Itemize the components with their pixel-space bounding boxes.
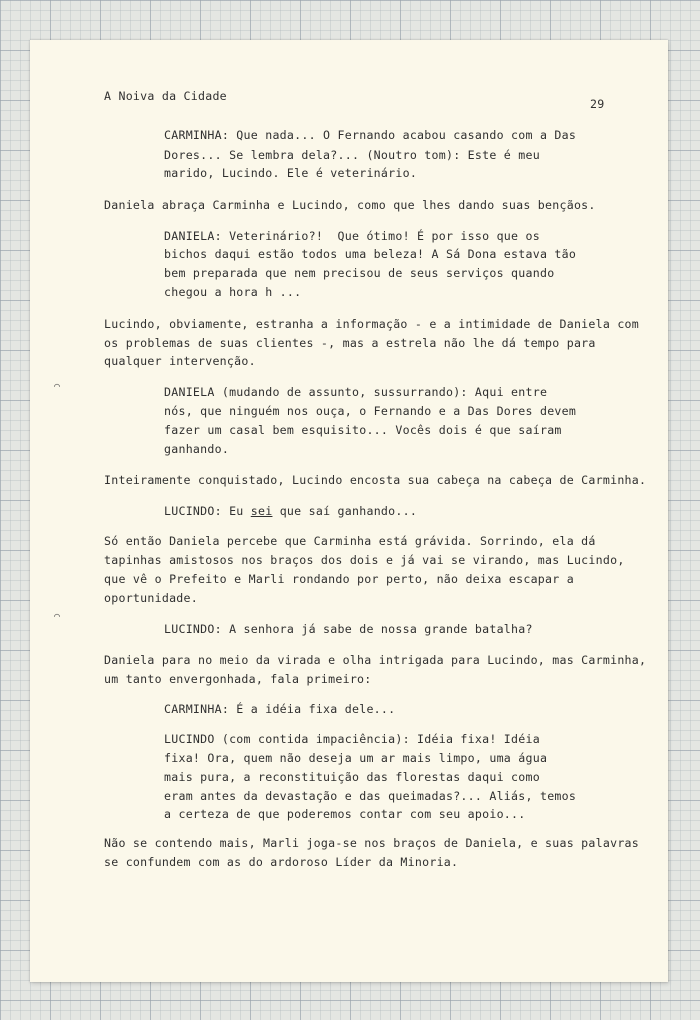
stage-direction-line: Lucindo, obviamente, estranha a informação - e a intimidade de Daniela com — [104, 317, 640, 331]
dialogue-line: Dores... Se lembra dela?... (Noutro tom): Este é meu — [164, 148, 540, 162]
stage-direction-line: que vê o Prefeito e Marli rondando por perto, não deixa escapar a — [104, 572, 574, 586]
stage-direction-line: Inteiramente conquistado, Lucindo encosta sua cabeça na cabeça de Carminha. — [104, 473, 647, 487]
dialogue-line: LUCINDO: A senhora já sabe de nossa grande batalha? — [164, 622, 533, 636]
dialogue-line: fazer um casal bem esquisito... Vocês dois é que saíram — [164, 423, 562, 437]
stage-direction-line: Daniela para no meio da virada e olha intrigada para Lucindo, mas Carminha, — [104, 653, 647, 667]
stage-direction-line: um tanto envergonhada, fala primeiro: — [104, 672, 372, 686]
dialogue-line: LUCINDO (com contida impaciência): Idéia fixa! Idéia — [164, 732, 540, 746]
stage-direction-line: se confundem com as do ardoroso Líder da Minoria. — [104, 855, 459, 869]
stage-direction-line: Não se contendo mais, Marli joga-se nos braços de Daniela, e suas palavras — [104, 836, 640, 850]
stage-direction-line: tapinhas amistosos nos braços dos dois e já vai se virando, mas Lucindo, — [104, 553, 625, 567]
dialogue-text: que saí ganhando... — [272, 504, 418, 518]
stage-direction-line: os problemas de suas clientes -, mas a estrela não lhe dá tempo para — [104, 336, 596, 350]
binder-hole-mark: ⌒ — [54, 381, 61, 392]
dialogue-line: DANIELA: Veterinário?! Que ótimo! É por isso que os — [164, 229, 540, 243]
underlined-word: sei — [250, 504, 273, 518]
stage-direction-line: Só então Daniela percebe que Carminha está grávida. Sorrindo, ela dá — [104, 534, 596, 548]
dialogue-line: bichos daqui estão todos uma beleza! A Sá Dona estava tão — [164, 247, 577, 261]
binder-hole-mark: ⌒ — [54, 611, 61, 622]
dialogue-line: mais pura, a reconstituição das florestas daqui como — [164, 770, 540, 784]
dialogue-line: a certeza de que poderemos contar com seu apoio... — [164, 807, 526, 821]
stage-direction-line: oportunidade. — [104, 591, 198, 605]
dialogue-line: CARMINHA: É a idéia fixa dele... — [164, 702, 396, 716]
dialogue-line: CARMINHA: Que nada... O Fernando acabou casando com a Das — [164, 128, 577, 142]
dialogue-line: eram antes da devastação e das queimadas?... Aliás, temos — [164, 789, 577, 803]
stage-direction-line: Daniela abraça Carminha e Lucindo, como que lhes dando suas bençãos. — [104, 198, 596, 212]
dialogue-line: ganhando. — [164, 442, 230, 456]
dialogue-line: bem preparada que nem precisou de seus serviços quando — [164, 266, 555, 280]
dialogue-line: nós, que ninguém nos ouça, o Fernando e a Das Dores devem — [164, 404, 577, 418]
dialogue-line: fixa! Ora, quem não deseja um ar mais limpo, uma água — [164, 751, 548, 765]
dialogue-line: marido, Lucindo. Ele é veterinário. — [164, 166, 418, 180]
dialogue-text: LUCINDO: Eu — [164, 504, 251, 518]
dialogue-line: chegou a hora h ... — [164, 285, 302, 299]
document-page — [30, 40, 668, 982]
stage-direction-line: qualquer intervenção. — [104, 354, 256, 368]
dialogue-line: DANIELA (mudando de assunto, sussurrando): Aqui entre — [164, 385, 548, 399]
running-header-title: A Noiva da Cidade — [104, 89, 227, 103]
dialogue-line — [164, 504, 417, 518]
page-number: 29 — [590, 97, 605, 111]
